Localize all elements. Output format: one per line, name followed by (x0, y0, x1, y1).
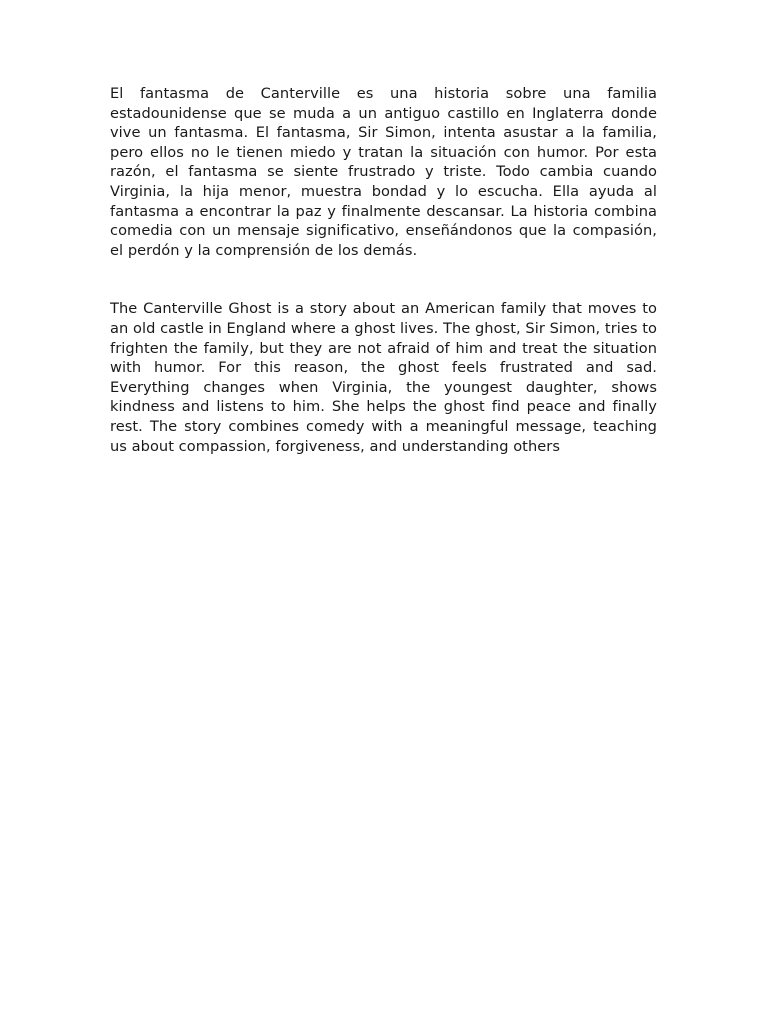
paragraph-spanish: El fantasma de Canterville es una historia sobre una familia estadounidense que se muda a un antiguo castillo en Inglaterra donde vive un fantasma. El fantasma, Sir Simon, intenta asustar a la familia, pero ellos no le tienen miedo y tratan la situación con humor. Por esta razón, el fantasma se siente frustrado y triste. Todo cambia cuando Virginia, la hija menor, muestra bondad y lo escucha. Ella ayuda al fantasma a encontrar la paz y finalmente descansar. La historia combina comedia con un mensaje significativo, enseñándonos que la compasión, el perdón y la comprensión de los demás. (110, 85, 657, 259)
paragraph-gap (110, 260, 657, 299)
document-page (110, 84, 657, 456)
paragraph-english: The Canterville Ghost is a story about an American family that moves to an old castle in England where a ghost lives. The ghost, Sir Simon, tries to frighten the family, but they are not afraid of him and treat the situation with humor. For this reason, the ghost feels frustrated and sad. Everything changes when Virginia, the youngest daughter, shows kindness and listens to him. She helps the ghost find peace and finally rest. The story combines comedy with a meaningful message, teaching us about compassion, forgiveness, and understanding others (110, 300, 657, 455)
